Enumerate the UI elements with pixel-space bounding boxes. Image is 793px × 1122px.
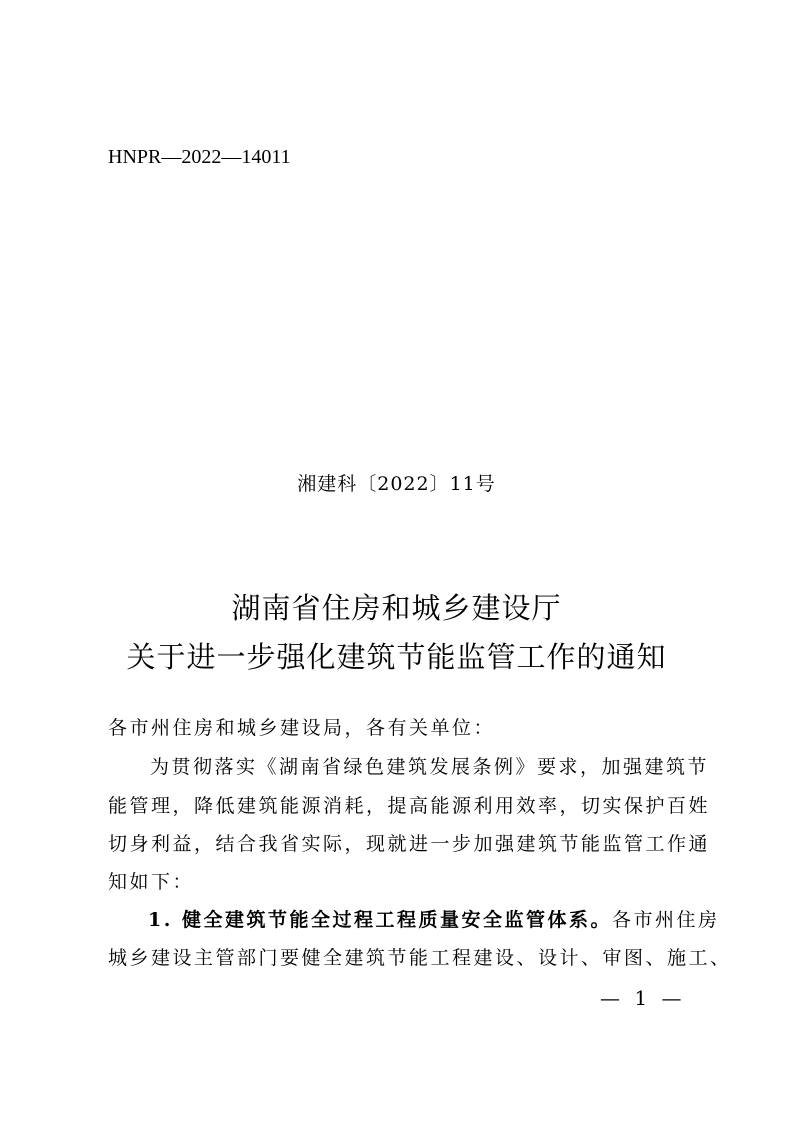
document-number: 湘建科〔2022〕11号 — [297, 473, 496, 495]
intro-line-1: 为贯彻落实《湖南省绿色建筑发展条例》要求，加强建筑节 — [150, 756, 710, 778]
item-1-second-line: 城乡建设主管部门要健全建筑节能工程建设、设计、审图、施工、 — [108, 947, 732, 969]
document-serial-code: HNPR—2022—14011 — [108, 146, 291, 168]
item-1-heading: 1. 健全建筑节能全过程工程质量安全监管体系。 — [148, 909, 612, 931]
intro-line-3: 切身利益，结合我省实际，现就进一步加强建筑节能监管工作通 — [108, 833, 711, 855]
document-title-subject: 关于进一步强化建筑节能监管工作的通知 — [126, 640, 667, 674]
intro-line-2: 能管理，降低建筑能源消耗，提高能源利用效率，切实保护百姓 — [108, 795, 711, 817]
page-number: — 1 — — [600, 986, 686, 1010]
item-1-text-start: 各市州住房 — [611, 909, 720, 931]
salutation: 各市州住房和城乡建设局，各有关单位： — [108, 717, 496, 739]
item-1-first-line — [148, 905, 719, 932]
intro-line-4: 知如下： — [108, 871, 195, 893]
document-title-issuer: 湖南省住房和城乡建设厅 — [231, 591, 562, 625]
